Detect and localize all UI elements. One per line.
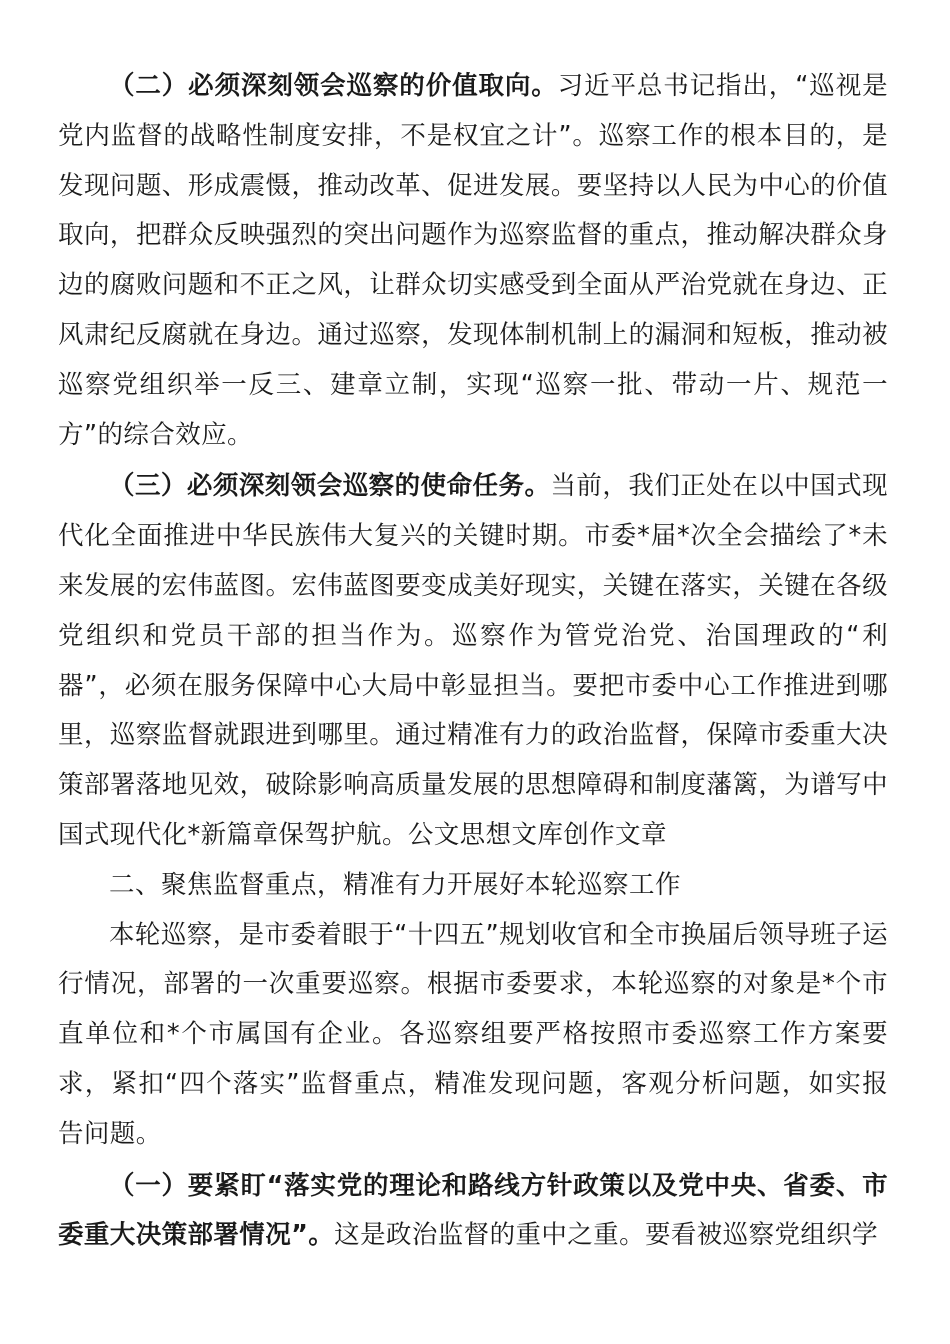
paragraph-body: 本轮巡察，是市委着眼于“十四五”规划收官和全市换届后领导班子运行情况，部署的一次重要巡察。根据市委要求，本轮巡察的对象是*个市直单位和*个市属国有企业。各巡察组要严格按照市委巡察工作方案要求，紧扣“四个落实”监督重点，精准发现问题，客观分析问题，如实报告问题。 xyxy=(58,919,888,1149)
paragraph-body: 习近平总书记指出，“巡视是党内监督的战略性制度安排，不是权宜之计”。巡察工作的根本目的，是发现问题、形成震慑，推动改革、促进发展。要坚持以人民为中心的价值取向，把群众反映强烈的突出问题作为巡察监督的重点，推动解决群众身边的腐败问题和不正之风，让群众切实感受到全面从严治党就在身边、正风肃纪反腐就在身边。通过巡察，发现体制机制上的漏洞和短板，推动被巡察党组织举一反三、建章立制，实现“巡察一批、带动一片、规范一方”的综合效应。 xyxy=(58,71,888,450)
document-page xyxy=(58,62,888,1261)
paragraph-body: 当前，我们正处在以中国式现代化全面推进中华民族伟大复兴的关键时期。市委*届*次全会描绘了*未来发展的宏伟蓝图。宏伟蓝图要变成美好现实，关键在落实，关键在各级党组织和党员干部的担当作为。巡察作为管党治党、治国理政的“利器”，必须在服务保障中心大局中彰显担当。要把市委中心工作推进到哪里，巡察监督就跟进到哪里。通过精准有力的政治监督，保障市委重大决策部署落地见效，破除影响高质量发展的思想障碍和制度藩篱，为谱写中国式现代化*新篇章保驾护航。公文思想文库创作文章 xyxy=(58,471,888,850)
paragraph-lead-bold: （一）要紧盯“落实党的理论和路线方针政策以及党中央、省委、市委重大决策部署情况”。 xyxy=(58,1170,888,1251)
section-heading-text: 二、聚焦监督重点，精准有力开展好本轮巡察工作 xyxy=(109,869,682,900)
paragraph-lead-bold: （三）必须深刻领会巡察的使命任务。 xyxy=(109,471,551,502)
paragraph-mission-tasks xyxy=(58,462,888,860)
paragraph-lead-bold: （二）必须深刻领会巡察的价值取向。 xyxy=(109,71,558,101)
paragraph-focus-one xyxy=(58,1162,888,1262)
paragraph-body: 这是政治监督的重中之重。要看被巡察党组织学 xyxy=(334,1220,879,1251)
section-heading-two xyxy=(58,861,888,911)
paragraph-inspection-round xyxy=(58,911,888,1160)
paragraph-value-orientation xyxy=(58,62,888,460)
